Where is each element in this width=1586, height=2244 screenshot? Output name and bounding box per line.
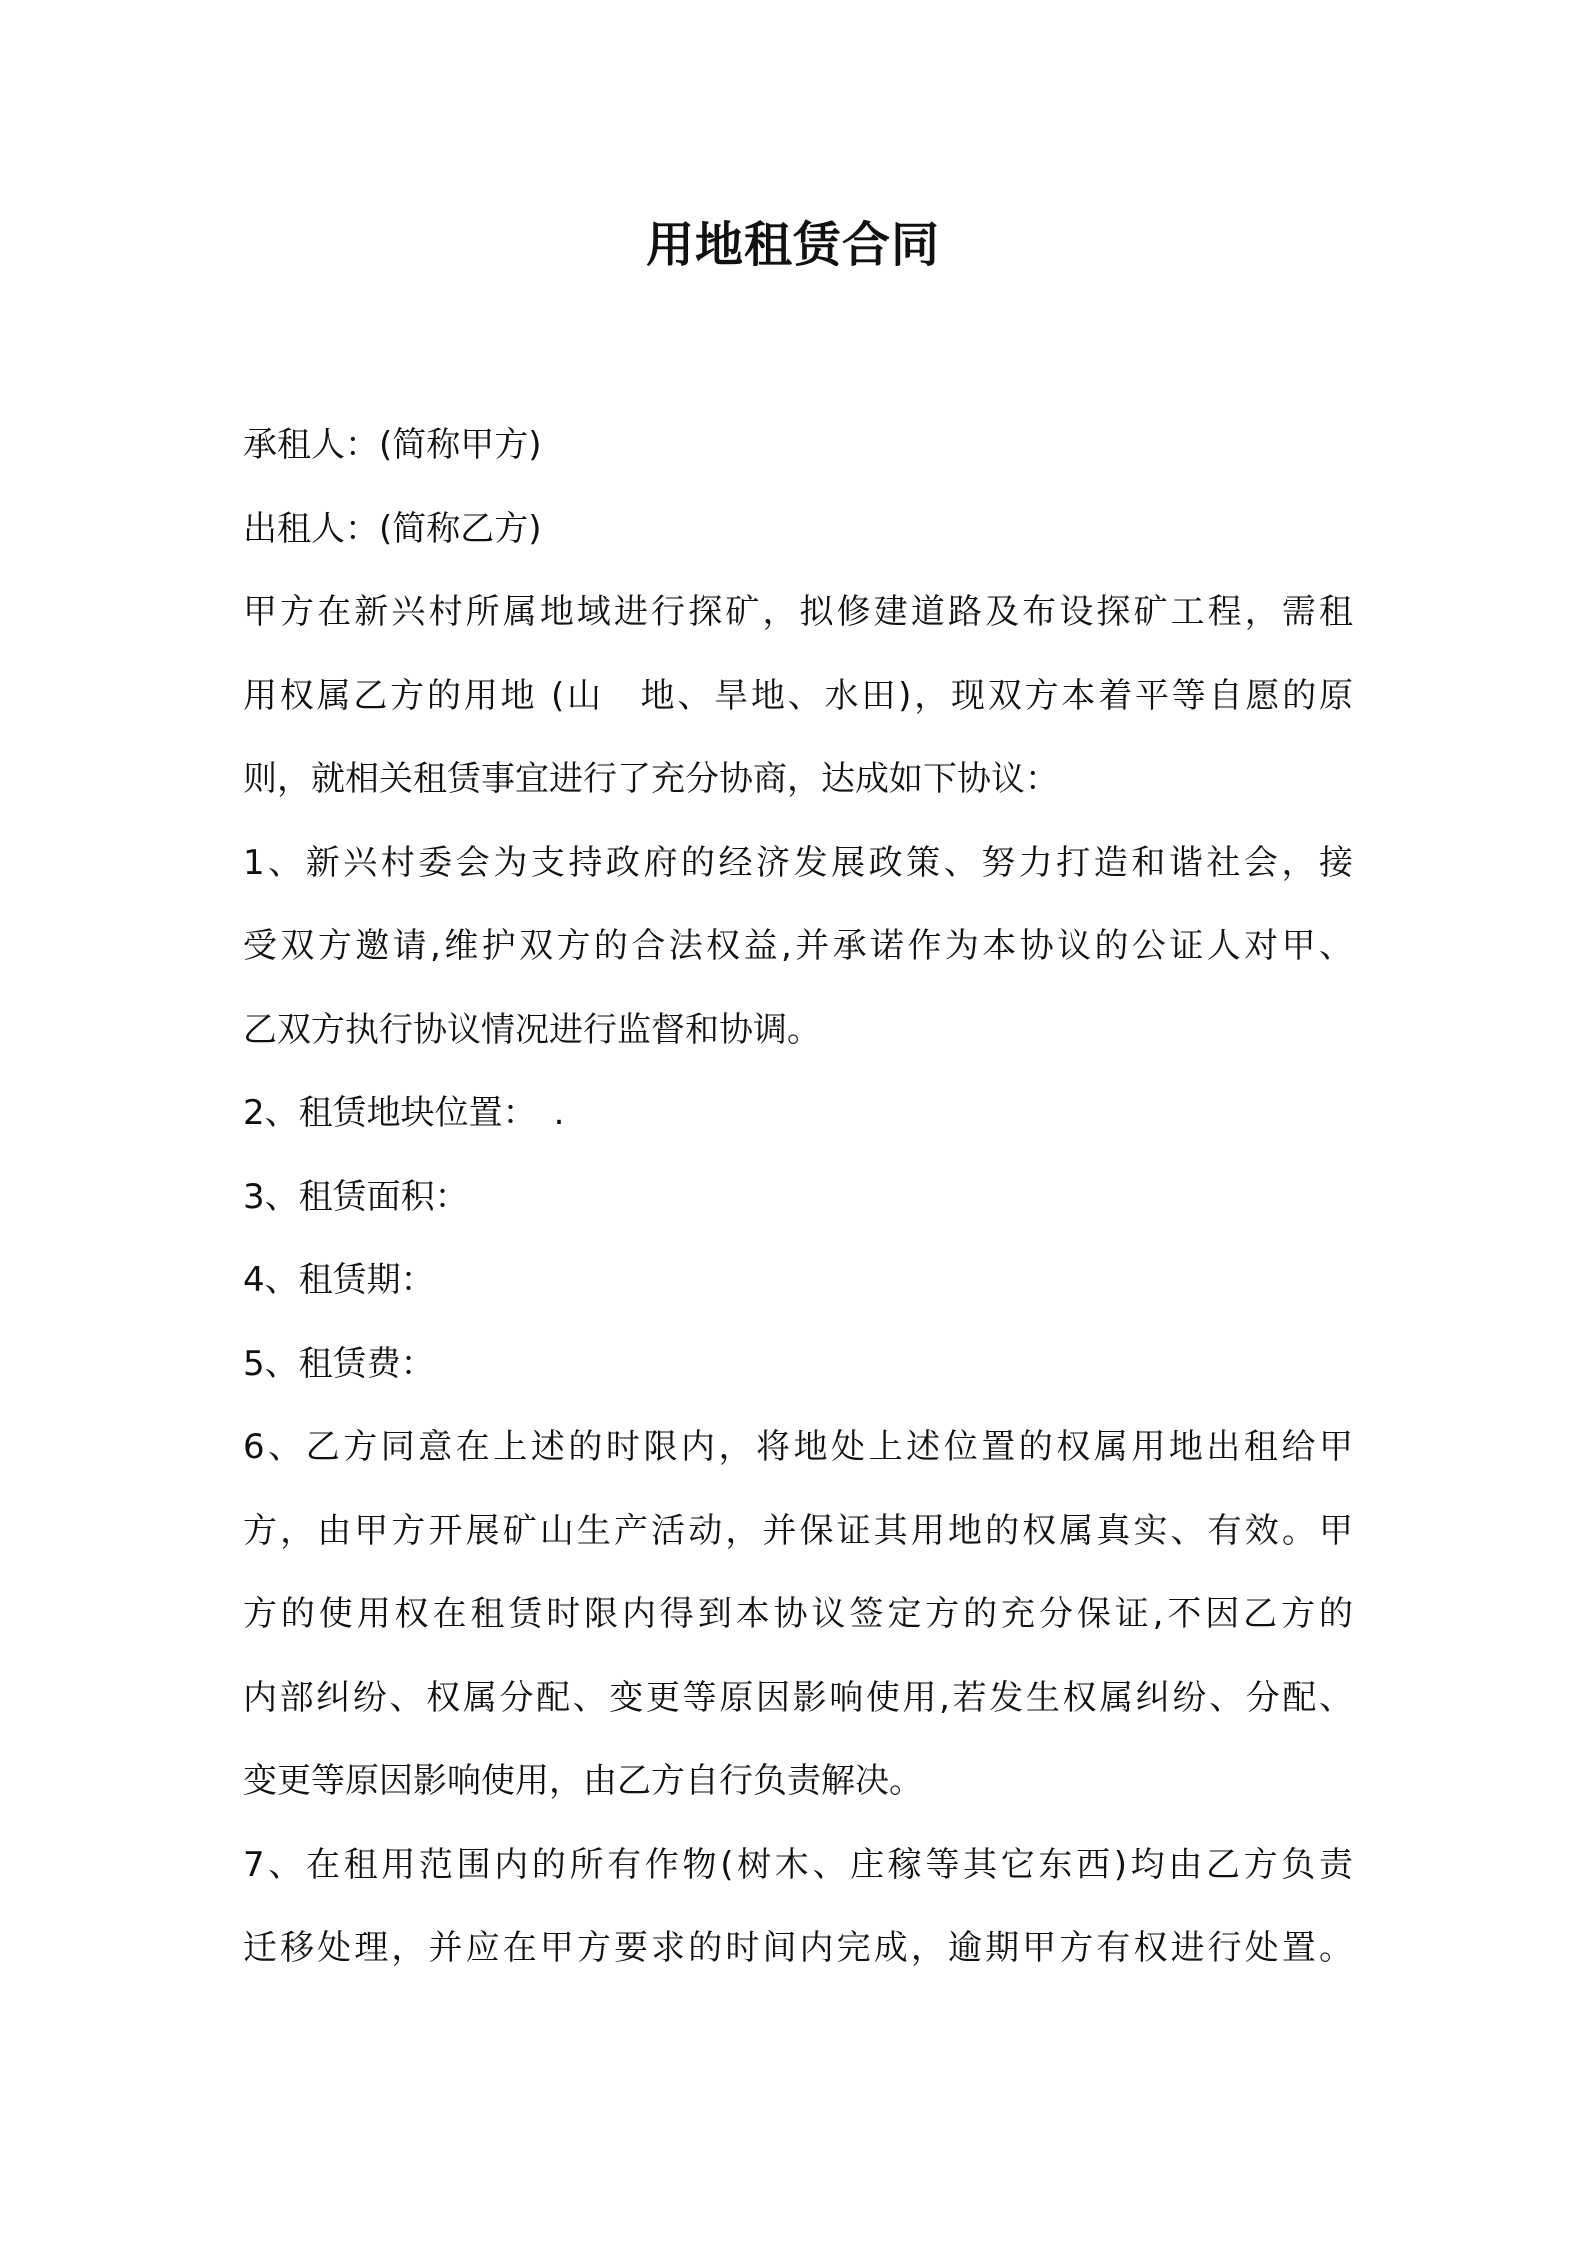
text-line: 受双方邀请,维护双方的合法权益,并承诺作为本协议的公证人对甲、 bbox=[243, 926, 1353, 966]
text-line: 变更等原因影响使用，由乙方自行负责解决。 bbox=[243, 1761, 923, 1801]
text-line: 3、租赁面积： bbox=[243, 1176, 469, 1217]
text-line: 迁移处理，并应在甲方要求的时间内完成，逾期甲方有权进行处置。 bbox=[243, 1928, 1353, 1968]
text-line: 承租人：(简称甲方) bbox=[243, 425, 542, 465]
text-line: 出租人：(简称乙方) bbox=[243, 508, 542, 549]
text-line: 方的使用权在租赁时限内得到本协议签定方的充分保证,不因乙方的 bbox=[243, 1594, 1353, 1634]
text-line: 内部纠纷、权属分配、变更等原因影响使用,若发生权属纠纷、分配、 bbox=[243, 1677, 1353, 1718]
text-line: 乙双方执行协议情况进行监督和协调。 bbox=[243, 1009, 821, 1050]
document-title: 用地租赁合同 bbox=[645, 217, 940, 273]
text-line: 甲方在新兴村所属地域进行探矿，拟修建道路及布设探矿工程，需租 bbox=[243, 592, 1353, 632]
text-line: 6、乙方同意在上述的时限内，将地处上述位置的权属用地出租给甲 bbox=[243, 1427, 1353, 1467]
document-body bbox=[243, 404, 1353, 1991]
text-line: 则，就相关租赁事宜进行了充分协商，达成如下协议： bbox=[243, 759, 1059, 799]
text-line: 2、租赁地块位置： . bbox=[243, 1093, 565, 1133]
text-line: 4、租赁期： bbox=[243, 1260, 435, 1300]
text-line: 5、租赁费： bbox=[243, 1343, 435, 1384]
text-line: 用权属乙方的用地 (山 地、旱地、水田)，现双方本着平等自愿的原 bbox=[243, 675, 1353, 716]
text-line: 方，由甲方开展矿山生产活动，并保证其用地的权属真实、有效。甲 bbox=[243, 1510, 1353, 1551]
text-line: 1、新兴村委会为支持政府的经济发展政策、努力打造和谐社会，接 bbox=[243, 842, 1353, 883]
text-line: 7、在租用范围内的所有作物(树木、庄稼等其它东西)均由乙方负责 bbox=[243, 1844, 1353, 1885]
